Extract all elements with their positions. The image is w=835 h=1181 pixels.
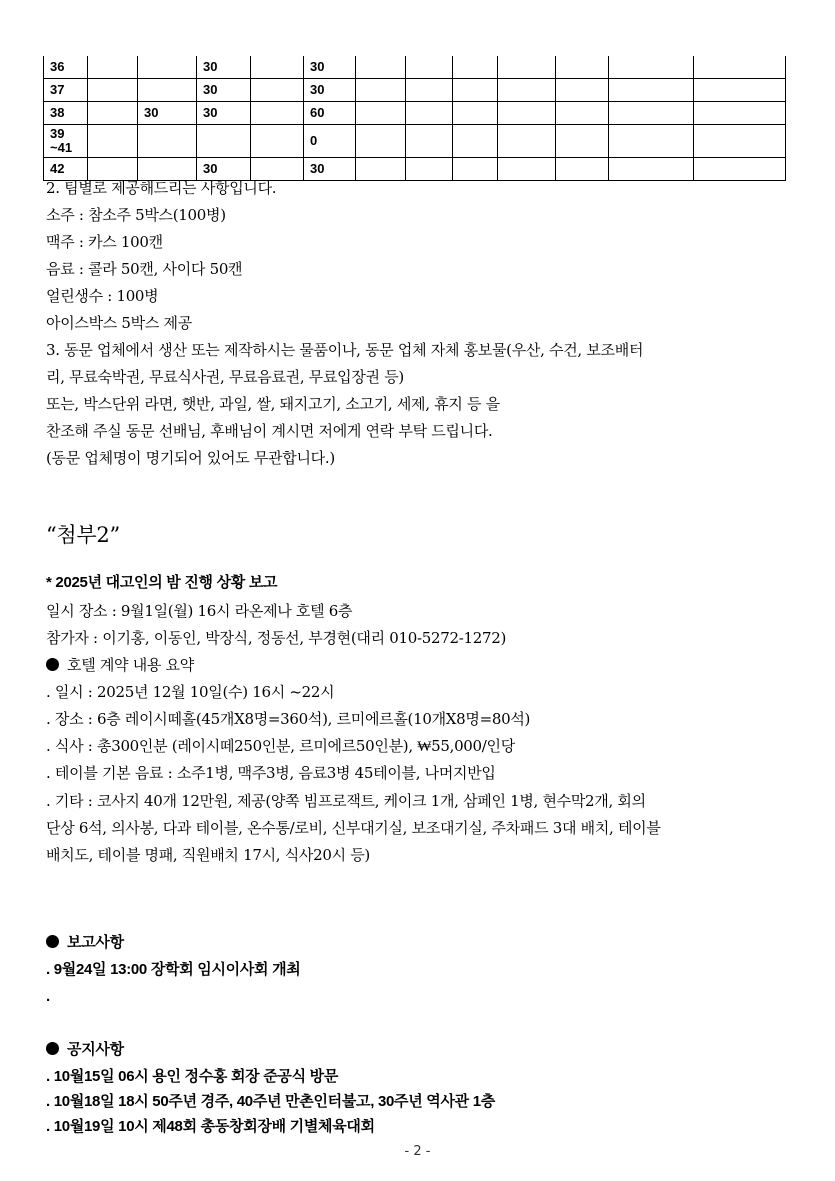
reports-heading	[46, 933, 124, 953]
table-cell: 30	[197, 158, 251, 181]
report-attendees: 참가자 : 이기홍, 이동인, 박장식, 정동선, 부경현(대리 010-5272-1272)	[46, 629, 507, 647]
section3-line: 리, 무료숙박권, 무료식사권, 무료음료권, 무료입장권 등)	[46, 368, 404, 386]
table-cell	[197, 125, 251, 158]
table-cell: 60	[304, 102, 356, 125]
bullet-icon	[46, 935, 59, 948]
bullet-icon	[46, 1042, 59, 1055]
table-cell	[251, 125, 304, 158]
table-cell	[556, 158, 609, 181]
table-cell	[138, 125, 197, 158]
table-cell	[88, 79, 138, 102]
table-cell	[609, 125, 694, 158]
table-cell: 30	[304, 56, 356, 79]
table-cell: 30	[304, 79, 356, 102]
table-cell	[138, 79, 197, 102]
table-cell	[694, 125, 786, 158]
contract-line: . 일시 : 2025년 12월 10일(수) 16시 ~22시	[46, 683, 335, 701]
table-cell	[356, 56, 406, 79]
list-item: 음료 : 콜라 50캔, 사이다 50캔	[46, 260, 243, 278]
table-cell	[453, 158, 498, 181]
contract-heading	[46, 655, 194, 675]
notices-heading-text: 공지사항	[67, 1041, 124, 1058]
table-cell: 0	[304, 125, 356, 158]
table-cell	[556, 79, 609, 102]
table-cell: 37	[44, 79, 88, 102]
report-title: * 2025년 대고인의 밤 진행 상황 보고	[46, 574, 278, 591]
table-cell: 39 ~41	[44, 125, 88, 158]
allocation-table	[43, 56, 786, 181]
notice-item: . 10월19일 10시 제48회 총동창회장배 기별체육대회	[46, 1118, 375, 1135]
section2-heading: 2. 팀별로 제공해드리는 사항입니다.	[46, 179, 277, 197]
table-cell	[406, 56, 453, 79]
contract-line: . 장소 : 6층 레이시떼홀(45개X8명=360석), 르미에르홀(10개X8명=80석)	[46, 710, 531, 728]
reports-heading-text: 보고사항	[67, 934, 124, 951]
table-cell	[694, 102, 786, 125]
report-item: .	[46, 988, 50, 1005]
list-item: 소주 : 참소주 5박스(100병)	[46, 206, 226, 224]
table-cell	[406, 102, 453, 125]
contract-line: . 기타 : 코사지 40개 12만원, 제공(양쪽 빔프로잭트, 케이크 1개, 삼페인 1병, 현수막2개, 회의	[46, 792, 646, 810]
section3-line: 3. 동문 업체에서 생산 또는 제작하시는 물품이나, 동문 업체 자체 홍보물(우산, 수건, 보조배터	[46, 341, 644, 359]
table-cell	[498, 102, 556, 125]
table-cell	[88, 56, 138, 79]
table-cell	[498, 125, 556, 158]
table-row	[44, 79, 786, 102]
table-cell: 30	[197, 102, 251, 125]
table-cell	[251, 56, 304, 79]
list-item: 맥주 : 카스 100캔	[46, 233, 163, 251]
table-cell	[609, 56, 694, 79]
table-cell: 30	[197, 56, 251, 79]
table-cell: 38	[44, 102, 88, 125]
table-cell	[356, 158, 406, 181]
table-row	[44, 125, 786, 158]
table-cell	[406, 125, 453, 158]
table-cell	[609, 102, 694, 125]
table-cell	[356, 125, 406, 158]
notices-heading	[46, 1040, 124, 1060]
table-cell	[453, 79, 498, 102]
section3-line: 찬조해 주실 동문 선배님, 후배님이 계시면 저에게 연락 부탁 드립니다.	[46, 422, 493, 440]
table-cell	[694, 56, 786, 79]
contract-line: 배치도, 테이블 명패, 직원배치 17시, 식사20시 등)	[46, 846, 370, 864]
table-cell: 30	[197, 79, 251, 102]
table-cell	[88, 125, 138, 158]
table-cell	[356, 79, 406, 102]
table-cell	[498, 56, 556, 79]
table-cell	[609, 158, 694, 181]
list-item: 아이스박스 5박스 제공	[46, 314, 192, 332]
table-row	[44, 56, 786, 79]
page-number: - 2 -	[404, 1144, 431, 1159]
table-cell	[694, 158, 786, 181]
contract-line: 단상 6석, 의사봉, 다과 테이블, 온수통/로비, 신부대기실, 보조대기실, 주차패드 3대 배치, 테이블	[46, 819, 661, 837]
list-item: 얼린생수 : 100병	[46, 287, 159, 305]
report-item: . 9월24일 13:00 장학회 임시이사회 개최	[46, 961, 301, 978]
notice-item: . 10월18일 18시 50주년 경주, 40주년 만촌인터불고, 30주년 역사관 1층	[46, 1093, 495, 1110]
attachment-title: “첨부2”	[46, 523, 120, 547]
table-cell: 30	[304, 158, 356, 181]
contract-heading-text: 호텔 계약 내용 요약	[67, 656, 194, 674]
table-cell	[498, 79, 556, 102]
report-datetime: 일시 장소 : 9월1일(월) 16시 라온제나 호텔 6층	[46, 602, 353, 620]
table-cell	[498, 158, 556, 181]
table-cell	[138, 56, 197, 79]
table-cell	[453, 125, 498, 158]
table-cell	[251, 79, 304, 102]
table-cell: 42	[44, 158, 88, 181]
table-cell	[609, 79, 694, 102]
table-cell	[88, 102, 138, 125]
table-cell: 30	[138, 102, 197, 125]
bullet-icon	[46, 658, 59, 671]
table-row	[44, 102, 786, 125]
section3-line: 또는, 박스단위 라면, 햇반, 과일, 쌀, 돼지고기, 소고기, 세제, 휴지 등 을	[46, 395, 500, 413]
table-cell	[556, 102, 609, 125]
section3-line: (동문 업체명이 명기되어 있어도 무관합니다.)	[46, 449, 335, 467]
table-cell: 36	[44, 56, 88, 79]
table-cell	[406, 79, 453, 102]
table-cell	[453, 102, 498, 125]
table-cell	[356, 102, 406, 125]
table-cell	[556, 56, 609, 79]
table-cell	[251, 102, 304, 125]
table-cell	[406, 158, 453, 181]
table-cell	[453, 56, 498, 79]
contract-line: . 테이블 기본 음료 : 소주1병, 맥주3병, 음료3병 45테이블, 나머지반입	[46, 764, 496, 782]
contract-line: . 식사 : 총300인분 (레이시떼250인분, 르미에르50인분), ₩55,000/인당	[46, 737, 515, 755]
notice-item: . 10월15일 06시 용인 정수홍 회장 준공식 방문	[46, 1068, 339, 1085]
table-cell	[694, 79, 786, 102]
table-cell	[556, 125, 609, 158]
